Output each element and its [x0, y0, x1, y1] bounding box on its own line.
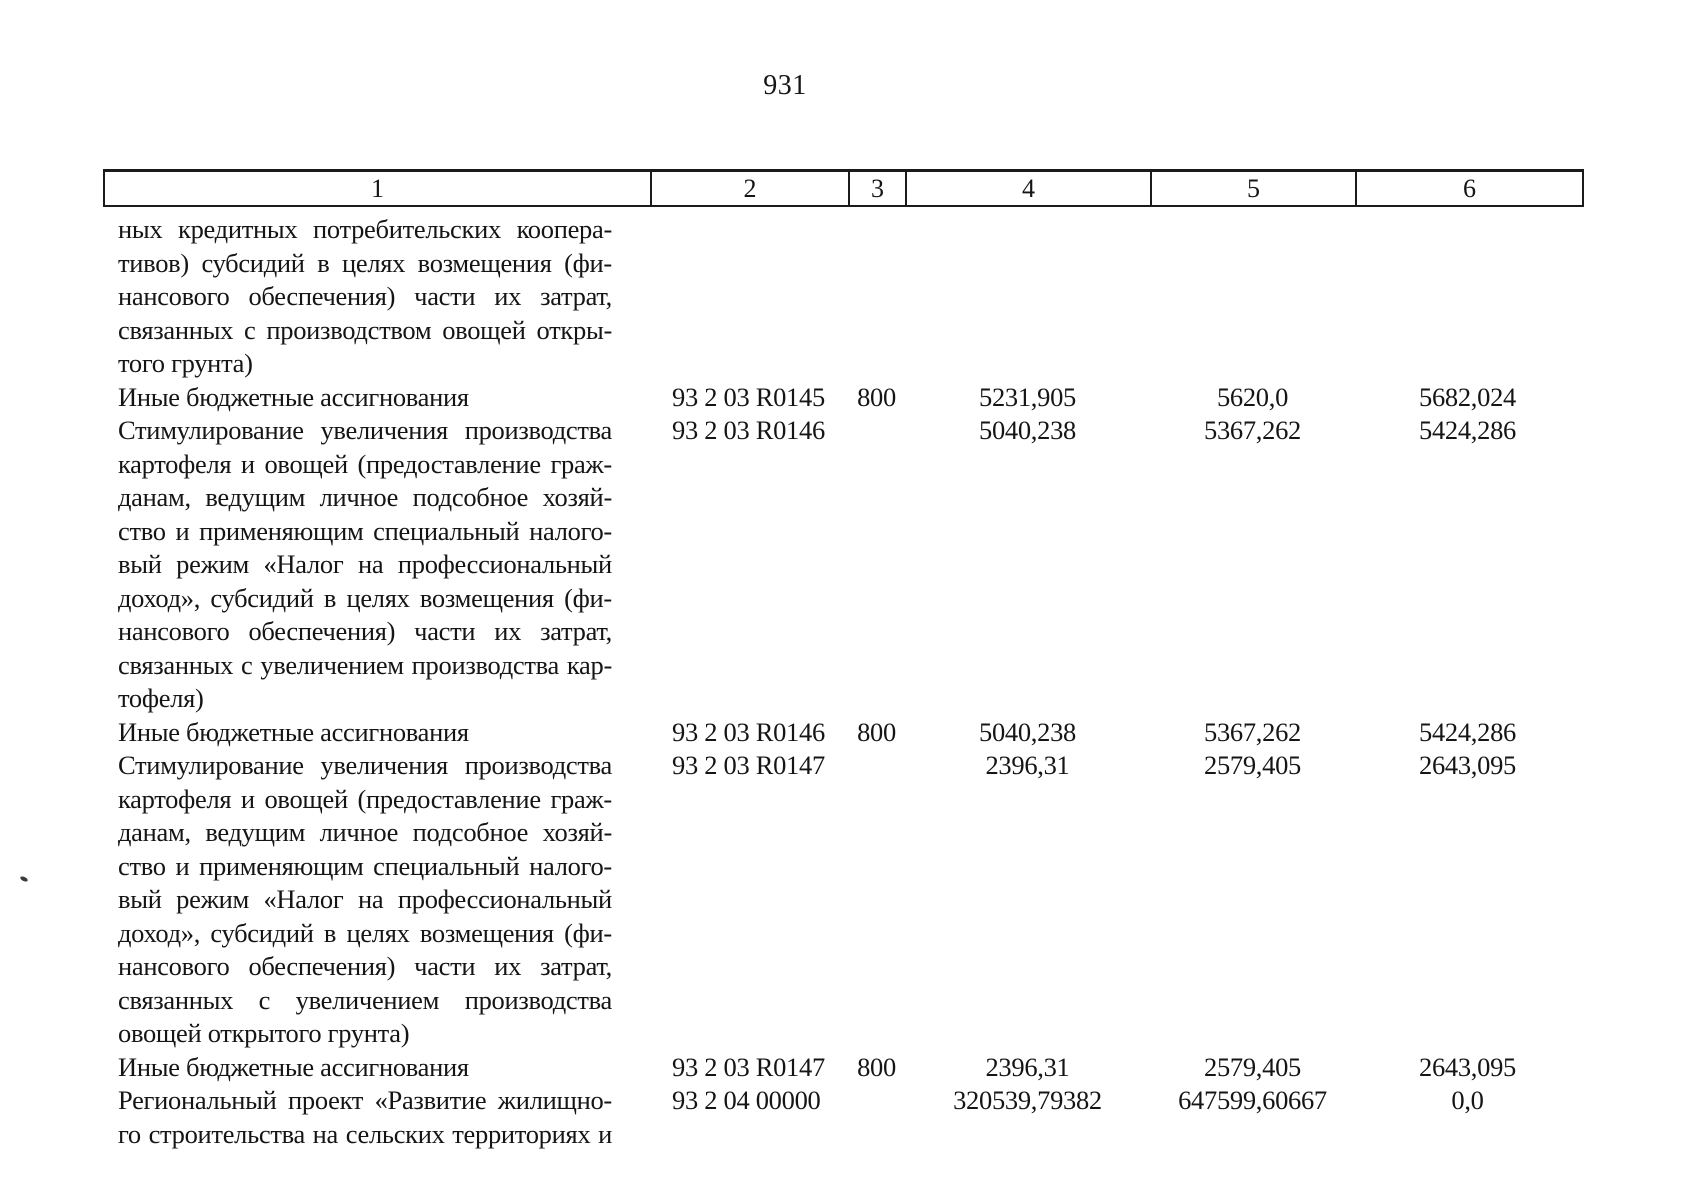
word: тивов)	[118, 247, 189, 278]
word: затрат,	[540, 281, 612, 311]
row-col5: 5367,262	[1204, 415, 1301, 445]
word: ство	[118, 850, 166, 881]
name-line	[118, 649, 612, 683]
word: связанных	[118, 649, 234, 680]
word: режим	[176, 884, 249, 914]
word: картофеля	[118, 783, 232, 814]
word: «Налог	[263, 549, 344, 579]
word: кар-	[566, 649, 612, 680]
word: производством	[266, 314, 432, 345]
word: их	[494, 616, 522, 646]
row-col6: 2643,095	[1419, 750, 1516, 780]
table-row	[118, 1051, 1580, 1085]
word: увеличения	[320, 750, 448, 780]
word: овощей	[442, 314, 526, 345]
word: подсобное	[412, 482, 529, 512]
word: возмещения	[419, 917, 554, 948]
word: ведущим	[205, 817, 306, 847]
word: территориях	[452, 1118, 591, 1149]
word: ство	[118, 515, 166, 546]
word: возмещения	[419, 582, 554, 613]
word: сельских	[345, 1118, 445, 1149]
row-col5: 5367,262	[1204, 716, 1301, 747]
row-col3: 800	[857, 1051, 896, 1082]
word: возмещения	[417, 247, 552, 278]
row-name	[118, 716, 612, 750]
word: увеличением	[295, 984, 440, 1015]
row-code: 93 2 03 R0147	[672, 750, 825, 780]
name-line: Иные бюджетные ассигнования	[118, 716, 469, 747]
word: на	[357, 884, 384, 914]
header-cell-5: 5	[1152, 172, 1357, 205]
name-line: Иные бюджетные ассигнования	[118, 1051, 469, 1082]
row-col6: 5682,024	[1419, 381, 1516, 412]
row-name	[118, 749, 612, 1051]
word: на	[357, 549, 384, 579]
word: налого-	[529, 515, 612, 546]
word: доход»,	[118, 917, 201, 948]
name-line	[118, 515, 612, 549]
word: их	[494, 951, 522, 981]
word: субсидий	[210, 917, 314, 948]
word: увеличением	[260, 649, 404, 680]
row-col5: 2579,405	[1204, 1051, 1301, 1082]
row-col4: 320539,79382	[953, 1085, 1102, 1115]
name-line	[118, 816, 612, 850]
table-body	[118, 213, 1580, 1151]
word: личное	[319, 482, 399, 512]
word: нансового	[118, 951, 230, 981]
name-line	[118, 414, 612, 448]
word: жилищно-	[497, 1085, 612, 1115]
word: (фи-	[564, 247, 612, 278]
word: «Развитие	[374, 1085, 487, 1115]
row-code: 93 2 03 R0146	[672, 415, 825, 445]
row-name	[118, 213, 612, 381]
word: части	[414, 951, 476, 981]
word: личное	[319, 817, 399, 847]
row-name	[118, 1051, 612, 1085]
row-code: 93 2 03 R0146	[672, 716, 825, 747]
word: кредитных	[178, 214, 298, 244]
row-code: 93 2 04 00000	[672, 1085, 821, 1115]
row-col4: 2396,31	[985, 1051, 1070, 1082]
word: и	[598, 1118, 612, 1149]
name-line: овощей открытого грунта)	[118, 1018, 410, 1048]
name-line	[118, 247, 612, 281]
word: обеспечения)	[248, 951, 396, 981]
word: субсидий	[201, 247, 305, 278]
word: подсобное	[412, 817, 529, 847]
word: (предоставление	[357, 783, 541, 814]
word: увеличения	[320, 415, 448, 445]
page-number: 931	[763, 70, 807, 101]
word: ведущим	[205, 482, 306, 512]
word: в	[323, 917, 337, 948]
name-line	[118, 213, 612, 247]
word: нансового	[118, 281, 230, 311]
word: специальный	[373, 515, 520, 546]
word: граж-	[550, 448, 612, 479]
word: производства	[464, 984, 612, 1015]
table-row	[118, 414, 1580, 716]
word: затрат,	[540, 616, 612, 646]
row-code: 93 2 03 R0147	[672, 1051, 825, 1082]
word: (фи-	[564, 917, 612, 948]
word: и	[175, 850, 190, 881]
word: профессиональный	[397, 549, 612, 579]
word: граж-	[550, 783, 612, 814]
word: Стимулирование	[118, 415, 304, 445]
row-col5: 5620,0	[1216, 381, 1289, 412]
word: целях	[341, 247, 406, 278]
table-row	[118, 1084, 1580, 1151]
name-line	[118, 883, 612, 917]
word: овощей	[264, 448, 348, 479]
word: хозяй-	[542, 817, 612, 847]
row-col4: 5040,238	[979, 415, 1076, 445]
table-row	[118, 716, 1580, 750]
word: производства	[464, 415, 612, 445]
name-line	[118, 984, 612, 1018]
table-row	[118, 213, 1580, 381]
word: части	[414, 281, 476, 311]
name-line	[118, 481, 612, 515]
word: налого-	[529, 850, 612, 881]
word: ных	[118, 214, 163, 244]
word: производства	[464, 750, 612, 780]
word: хозяй-	[542, 482, 612, 512]
word: их	[494, 281, 522, 311]
row-code: 93 2 03 R0145	[672, 381, 825, 412]
name-line	[118, 917, 612, 951]
row-name	[118, 1084, 612, 1151]
header-cell-4: 4	[907, 172, 1152, 205]
word: на	[312, 1118, 339, 1149]
row-col3: 800	[857, 716, 896, 747]
word: затрат,	[540, 951, 612, 981]
name-line	[118, 280, 612, 314]
word: данам,	[118, 482, 191, 512]
header-cell-2: 2	[652, 172, 850, 205]
word: обеспечения)	[248, 616, 396, 646]
row-col4: 5040,238	[979, 716, 1076, 747]
word: Региональный	[118, 1085, 277, 1115]
word: применяющим	[199, 850, 364, 881]
word: обеспечения)	[248, 281, 396, 311]
word: Стимулирование	[118, 750, 304, 780]
table-row	[118, 749, 1580, 1051]
word: го	[118, 1118, 141, 1149]
word: части	[414, 616, 476, 646]
name-line	[118, 615, 612, 649]
row-col3: 800	[857, 381, 896, 412]
table-row	[118, 381, 1580, 415]
word: связанных	[118, 314, 234, 345]
row-col5: 2579,405	[1204, 750, 1301, 780]
word: картофеля	[118, 448, 232, 479]
name-line	[118, 783, 612, 817]
word: с	[240, 649, 253, 680]
word: доход»,	[118, 582, 201, 613]
word: строительства	[148, 1118, 305, 1149]
table-header-row	[103, 169, 1584, 207]
word: и	[240, 448, 255, 479]
word: профессиональный	[397, 884, 612, 914]
row-col4: 2396,31	[985, 750, 1070, 780]
name-line	[118, 314, 612, 348]
word: овощей	[264, 783, 348, 814]
word: режим	[176, 549, 249, 579]
word: применяющим	[199, 515, 364, 546]
row-name	[118, 381, 612, 415]
name-line	[118, 749, 612, 783]
row-col4: 5231,905	[979, 381, 1076, 412]
word: «Налог	[263, 884, 344, 914]
name-line	[118, 950, 612, 984]
word: с	[243, 314, 256, 345]
word: вый	[118, 884, 162, 914]
name-line: того грунта)	[118, 348, 253, 378]
row-col6: 5424,286	[1419, 716, 1516, 747]
name-line	[118, 448, 612, 482]
row-col5: 647599,60667	[1178, 1085, 1327, 1115]
name-line: тофеля)	[118, 683, 204, 713]
name-line: Иные бюджетные ассигнования	[118, 381, 469, 412]
word: коопера-	[516, 214, 612, 244]
word: проект	[288, 1085, 364, 1115]
name-line	[118, 548, 612, 582]
word: данам,	[118, 817, 191, 847]
word: целях	[346, 582, 410, 613]
header-cell-1: 1	[105, 172, 652, 205]
word: субсидий	[210, 582, 314, 613]
name-line	[118, 582, 612, 616]
name-line	[118, 1084, 612, 1118]
word: нансового	[118, 616, 230, 646]
word: в	[323, 582, 337, 613]
word: в	[317, 247, 330, 278]
word: потребительских	[313, 214, 501, 244]
word: с	[258, 984, 271, 1015]
row-col6: 0,0	[1451, 1085, 1484, 1115]
word: связанных	[118, 984, 234, 1015]
word: вый	[118, 549, 162, 579]
word: (предоставление	[357, 448, 541, 479]
header-cell-3: 3	[850, 172, 907, 205]
scan-speck	[20, 875, 29, 882]
row-name	[118, 414, 612, 716]
word: целях	[346, 917, 410, 948]
word: и	[175, 515, 190, 546]
word: откры-	[536, 314, 612, 345]
name-line	[118, 850, 612, 884]
row-col6: 2643,095	[1419, 1051, 1516, 1082]
row-col6: 5424,286	[1419, 415, 1516, 445]
word: и	[240, 783, 255, 814]
header-cell-6: 6	[1463, 173, 1476, 203]
word: (фи-	[564, 582, 612, 613]
word: производства	[411, 649, 559, 680]
name-line	[118, 1118, 612, 1152]
word: специальный	[373, 850, 520, 881]
